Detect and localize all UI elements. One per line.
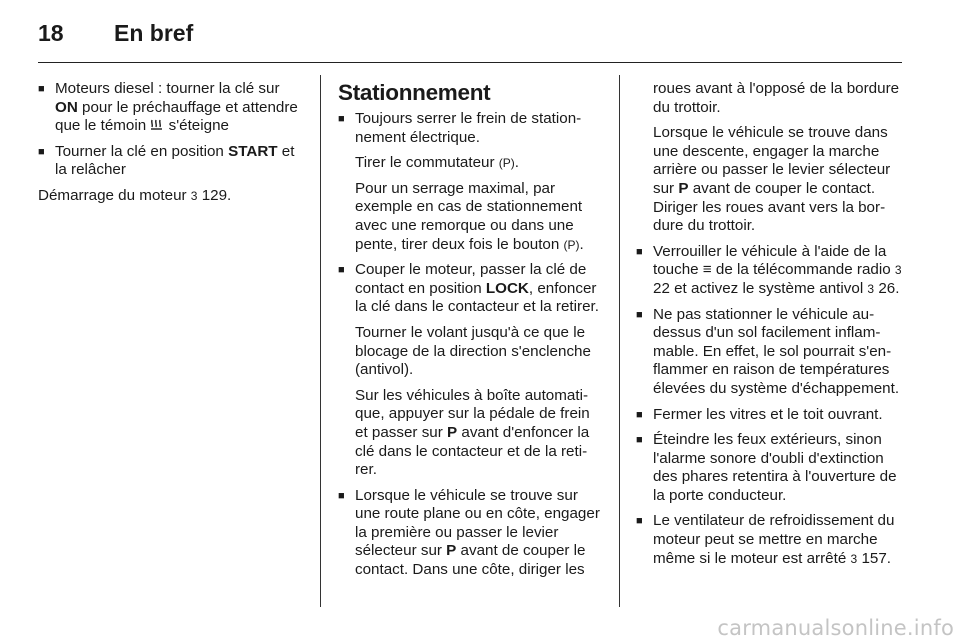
header-rule [38, 62, 902, 63]
cross-reference[interactable]: Démarrage du moteur 3 129. [38, 186, 232, 204]
list-item: ■ Toujours serrer le frein de stationnement électrique. [338, 110, 604, 147]
list-item: ■ Lorsque le véhicule se trouve sur une route plane ou en côte, engager la première ou passer le levier sélecteur sur P avant de couper le contact. Dans une côte, diriger les [338, 487, 604, 580]
reference-arrow-icon: 3 [190, 188, 198, 203]
bullet-list [38, 80, 306, 180]
column-divider-2 [619, 75, 620, 607]
paragraph: Pour un serrage maximal, par exemple en cas de stationnement avec une remorque ou dans une pente, tirer deux fois le bouton (P). [355, 179, 584, 253]
list-item: ■ Fermer les vitres et le toit ouvrant. [636, 406, 902, 425]
bullet-list [338, 487, 604, 580]
bullet-list [636, 243, 902, 569]
column-1 [38, 80, 306, 213]
list-item: ■ Tourner la clé en position START et la relâcher [38, 143, 306, 180]
column-3 [636, 80, 902, 575]
bullet-list [338, 110, 604, 147]
parking-brake-icon: (P) [563, 237, 580, 252]
paragraph: Sur les véhicules à boîte automatique, appuyer sur la pédale de frein et passer sur P avant d'enfoncer la clé dans le contacteur et de la retirer. [355, 386, 590, 479]
list-item: ■ Verrouiller le véhicule à l'aide de la touche ≡ de la télécommande radio 3 22 et activez le système antivol 3 26. [636, 243, 902, 299]
reference-arrow-icon: 3 [894, 263, 902, 278]
list-item: ■ Moteurs diesel : tourner la clé sur ON pour le préchauffage et attendre que le témoin s'éteigne [38, 80, 306, 136]
glow-plug-icon [150, 119, 164, 131]
lock-key-icon: ≡ [702, 261, 712, 279]
list-item: ■ Éteindre les feux extérieurs, sinon l'alarme sonore d'oubli d'extinction des phares retentira à l'ouverture de la porte conducteur. [636, 431, 902, 505]
column-2 [338, 80, 604, 587]
watermark: carmanualsonline.info [717, 616, 954, 640]
parking-brake-icon: (P) [498, 156, 515, 171]
paragraph: roues avant à l'opposé de la bordure du trottoir. [653, 80, 900, 116]
list-item: ■ Ne pas stationner le véhicule au-dessus d'un sol facilement inflammable. En effet, le sol pourrait s'enflammer en raison de températures élevées du système d'échappement. [636, 306, 902, 399]
section-heading: Stationnement [338, 80, 491, 105]
list-item: ■ Le ventilateur de refroidissement du moteur peut se mettre en marche même si le moteur est arrêté 3 157. [636, 512, 902, 568]
paragraph: Tourner le volant jusqu'à ce que le blocage de la direction s'enclenche (antivol). [355, 323, 591, 379]
column-divider-1 [320, 75, 321, 607]
reference-arrow-icon: 3 [867, 281, 875, 296]
page-title: En bref [114, 20, 194, 46]
paragraph: Tirer le commutateur (P). [355, 154, 519, 172]
list-item: ■ Couper le moteur, passer la clé de contact en position LOCK, enfoncer la clé dans le contacteur et la retirer. [338, 261, 604, 317]
reference-arrow-icon: 3 [850, 551, 858, 566]
page-number: 18 [38, 20, 64, 46]
bullet-list [338, 261, 604, 317]
paragraph: Lorsque le véhicule se trouve dans une descente, engager la marche arrière ou passer le levier sélecteur sur P avant de couper le contact. Diriger les roues avant vers la bordure du trottoir. [653, 124, 891, 235]
